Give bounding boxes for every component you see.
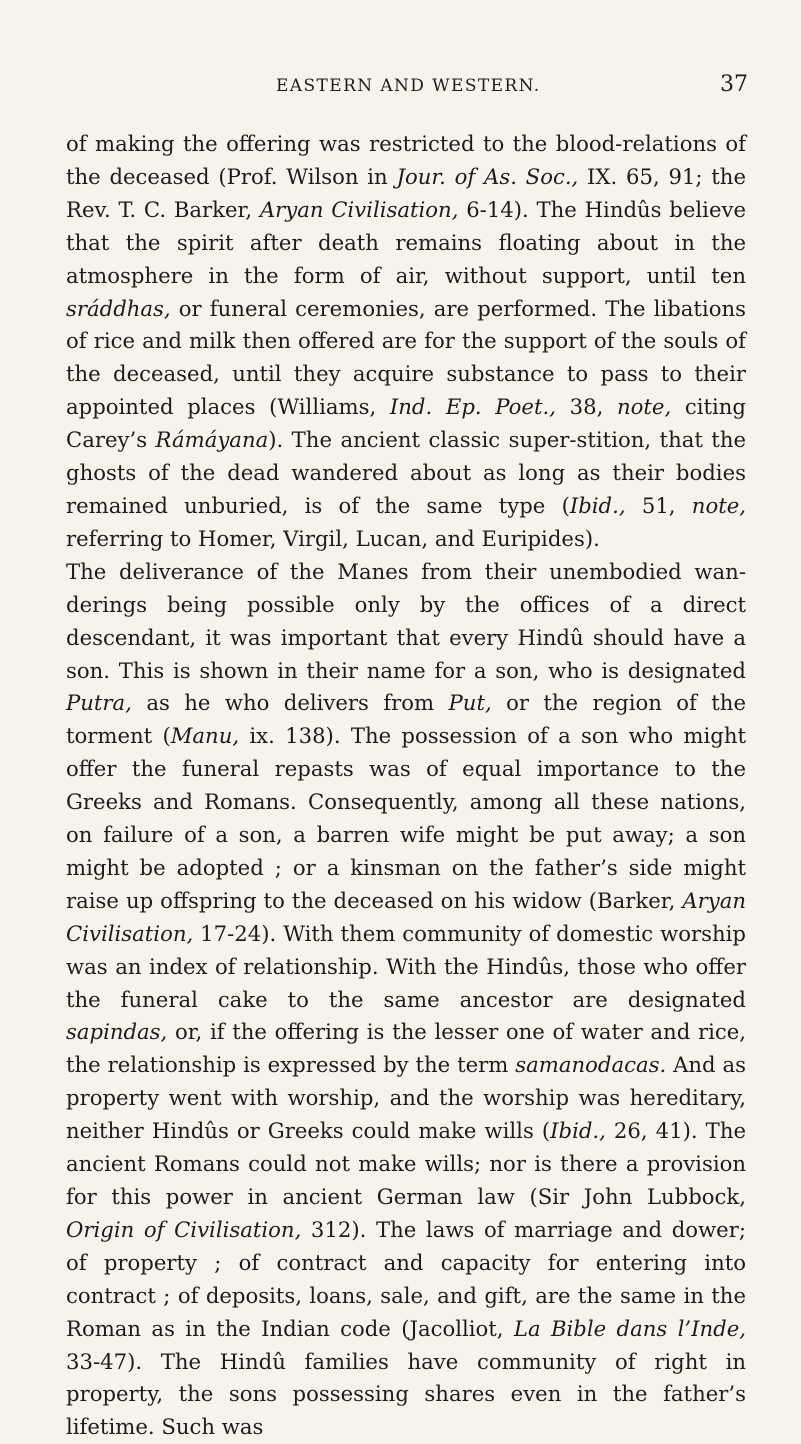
italic-text: sráddhas, (66, 295, 171, 321)
text-segment: or the region of the torment ( (66, 690, 746, 749)
running-header (66, 72, 746, 106)
italic-text: La Bible dans l’Inde, (513, 1315, 746, 1341)
text-segment: And as property went with worship, and the worship was hereditary, neither Hindûs or Greeks could make wills ( (66, 1052, 747, 1144)
italic-text: sapindas, (66, 1019, 168, 1045)
paragraph (66, 556, 746, 1444)
text-segment: IX. 65, 91; the Rev. T. C. Barker, (66, 163, 746, 222)
text-segment: 51, (625, 492, 692, 518)
body-text (66, 128, 746, 1444)
italic-text: Aryan Civilisation, (259, 196, 459, 222)
text-segment: of making the offering was restricted to the blood-relations of the deceased (Prof. Wilson in (66, 131, 746, 189)
italic-text: Ibid., (550, 1118, 606, 1144)
italic-text: Rámáyana (155, 427, 269, 453)
italic-text: note, (691, 492, 746, 518)
text-segment: ix. 138). The possession of a son who might offer the funeral repasts was of equal importance to the Greeks and Romans. Consequently, among all these nations, on failure of a son, a barren wife might be put away; a son might be adopted ; or a kinsman on the father’s side might raise up offspring to the deceased on his widow (Barker, (66, 723, 746, 913)
text-segment: 312). The laws of marriage and dower; of property ; of contract and capacity for entering into contract ; of deposits, loans, sale, and gift, are the same in the Roman as in the Indian code (Jacolliot, (66, 1216, 746, 1341)
text-segment: The deliverance of the Manes from their unembodied wan-derings being possible only by the offices of a direct descendant, it was important that every Hindû should have a son. This is shown in their name for a son, who is designated (66, 558, 746, 683)
text-segment: referring to Homer, Virgil, Lucan, and Euripides). (66, 525, 600, 551)
paragraph (66, 128, 746, 556)
text-segment (446, 164, 455, 189)
page-number: 37 (720, 72, 748, 97)
italic-text: Aryan Civilisation, (66, 887, 746, 946)
book-page (66, 72, 746, 1444)
text-segment: as he who delivers from (131, 690, 449, 716)
italic-text: Ind. Ep. Poet., (389, 394, 556, 420)
italic-text: Ibid., (569, 492, 626, 518)
text-segment: ). The ancient classic super-stition, that the ghosts of the dead wandered about as long as their bodies remained unburied, is of the same type ( (66, 427, 747, 518)
italic-text: of As. Soc., (454, 163, 579, 189)
italic-text: Putra, (66, 690, 132, 716)
text-segment: 17-24). With them community of domestic worship was an index of relationship. With the Hindûs, those who offer the funeral cake to the same ancestor are designated (66, 920, 746, 1012)
italic-text: note, (616, 394, 672, 420)
italic-text: Jour. (396, 163, 446, 189)
text-segment: 33-47). The Hindû families have community of right in property, the sons possessing shares even in the father’s lifetime. Such was (66, 1348, 746, 1440)
running-title: EASTERN AND WESTERN. (276, 76, 541, 96)
text-segment: 6-14). The Hindûs believe that the spirit after death remains floating about in the atmosphere in the form of air, without support, until ten (66, 196, 746, 288)
text-segment: or funeral ceremonies, are performed. The libations of rice and milk then offered are for the support of the souls of the deceased, until they acquire substance to pass to their appointed places (Williams, (66, 295, 746, 420)
italic-text: samanodacas. (515, 1052, 667, 1078)
text-segment: 38, (555, 394, 617, 420)
italic-text: Origin of Civilisation, (66, 1216, 302, 1242)
italic-text: Manu, (170, 723, 240, 749)
text-segment: or, if the offering is the lesser one of water and rice, the relationship is expressed by the term (66, 1019, 746, 1078)
italic-text: Put, (448, 690, 492, 716)
text-segment: citing Carey’s (66, 394, 746, 453)
text-segment: 26, 41). The ancient Romans could not make wills; nor is there a provision for this power in ancient German law (Sir John Lubbock, (66, 1118, 747, 1209)
